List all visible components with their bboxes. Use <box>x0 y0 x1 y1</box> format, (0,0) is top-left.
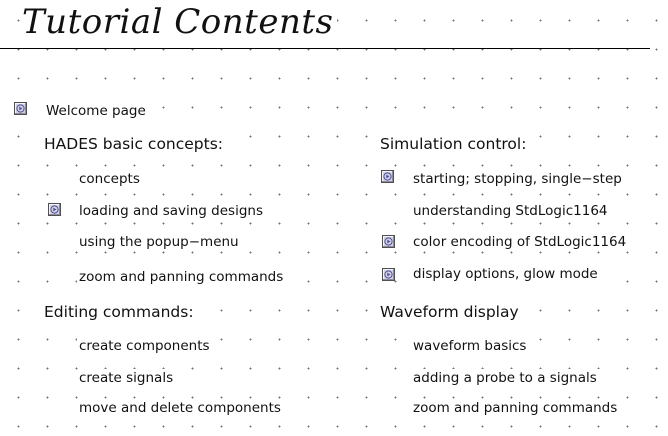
display-options-link[interactable]: display options, glow mode <box>413 266 598 282</box>
display-options-play-icon[interactable] <box>382 268 395 281</box>
welcome-play-icon[interactable] <box>14 102 27 115</box>
adding-probe-link[interactable]: adding a probe to a signals <box>413 370 597 386</box>
loading-saving-play-icon[interactable] <box>48 203 61 216</box>
create-signals-link[interactable]: create signals <box>79 370 174 386</box>
color-encoding-play-icon[interactable] <box>382 235 395 248</box>
simulation-control-heading: Simulation control: <box>380 135 527 153</box>
move-delete-link[interactable]: move and delete components <box>79 400 281 416</box>
page-title: Tutorial Contents <box>22 2 337 42</box>
editing-commands-heading: Editing commands: <box>44 303 194 321</box>
title-divider <box>0 48 650 49</box>
color-encoding-link[interactable]: color encoding of StdLogic1164 <box>413 234 627 250</box>
welcome-page-link[interactable]: Welcome page <box>46 103 146 119</box>
waveform-display-heading: Waveform display <box>380 303 519 321</box>
zoom-panning-link[interactable]: zoom and panning commands <box>79 269 284 285</box>
popup-menu-link[interactable]: using the popup−menu <box>79 234 239 250</box>
waveform-zoom-panning-link[interactable]: zoom and panning commands <box>413 400 618 416</box>
loading-saving-link[interactable]: loading and saving designs <box>79 203 263 219</box>
understanding-stdlogic-link[interactable]: understanding StdLogic1164 <box>413 203 608 219</box>
concepts-link[interactable]: concepts <box>79 171 140 187</box>
starting-stopping-play-icon[interactable] <box>381 170 394 183</box>
basic-concepts-heading: HADES basic concepts: <box>44 135 224 153</box>
create-components-link[interactable]: create components <box>79 338 210 354</box>
waveform-basics-link[interactable]: waveform basics <box>413 338 527 354</box>
starting-stopping-link[interactable]: starting; stopping, single−step <box>413 171 622 187</box>
